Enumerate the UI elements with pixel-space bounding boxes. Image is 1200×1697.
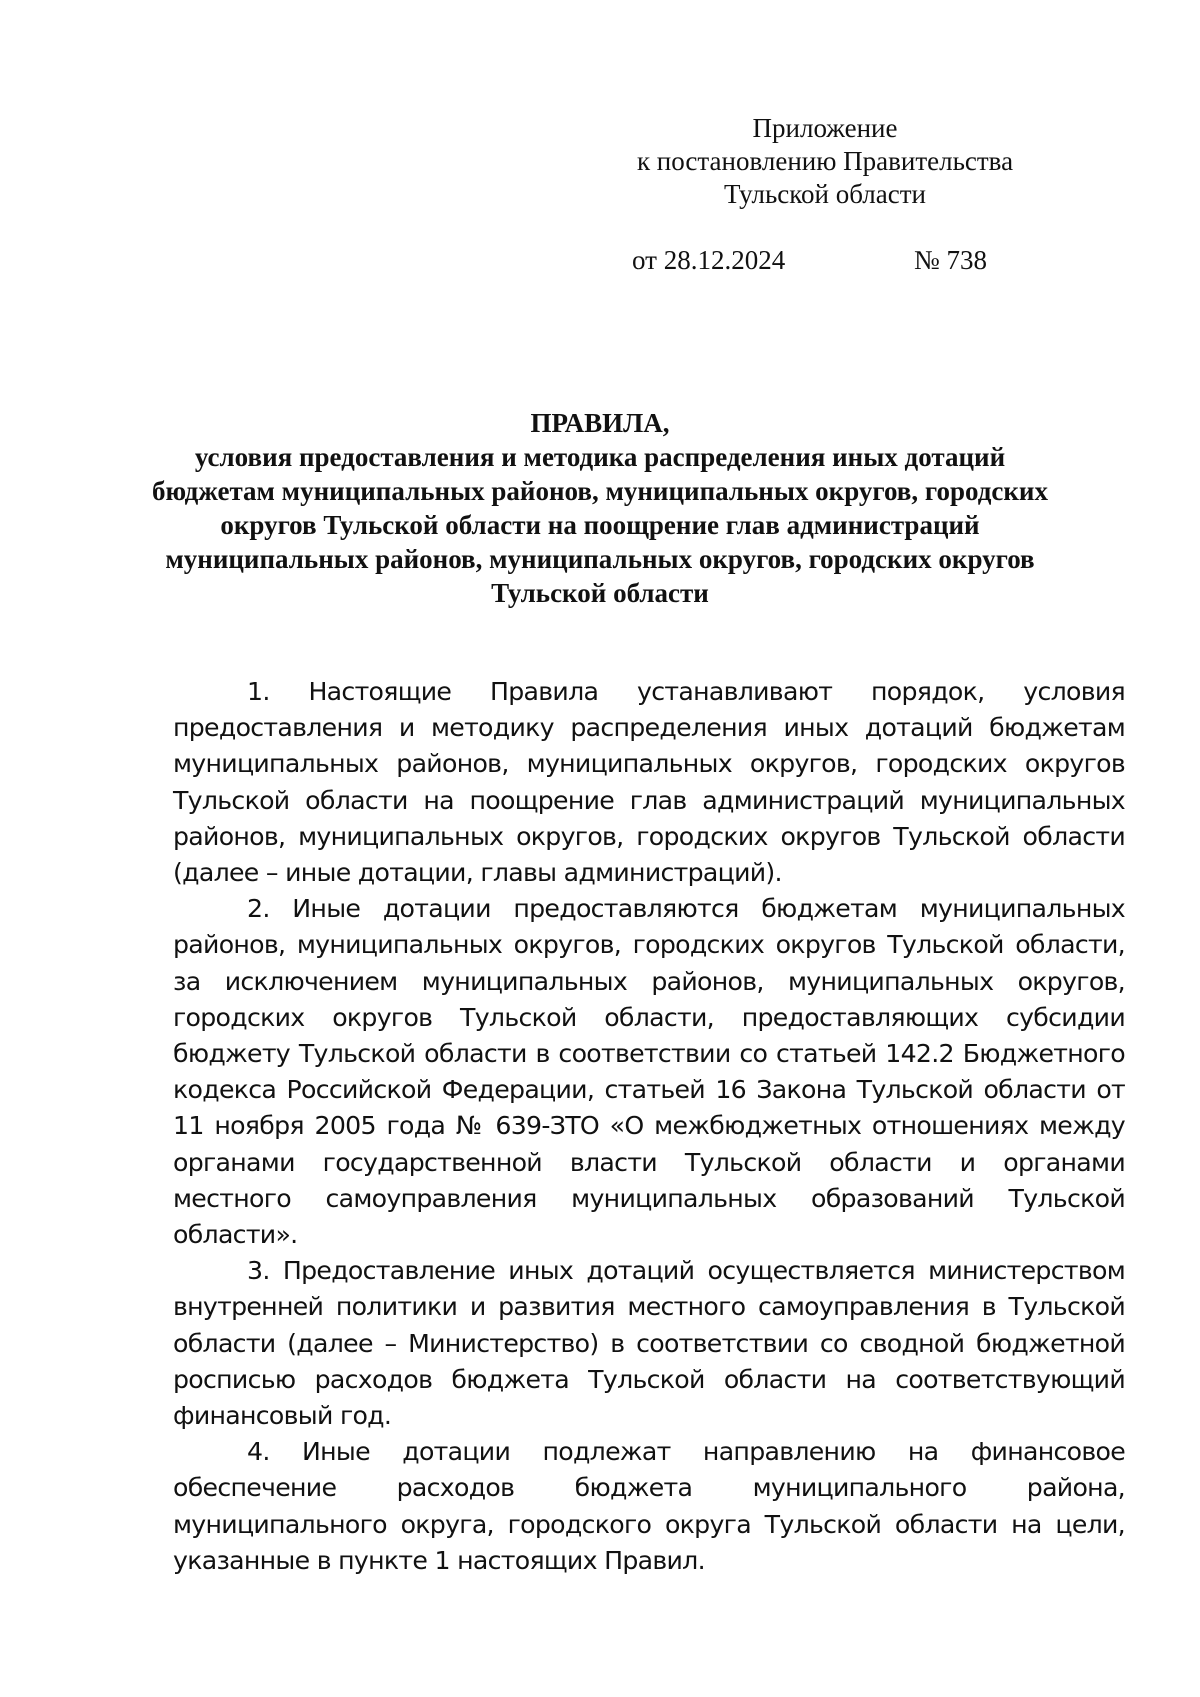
title-line-3: бюджетам муниципальных районов, муниципальных округов, городских bbox=[152, 476, 1048, 506]
document-body bbox=[173, 674, 1125, 1579]
title-line-5: муниципальных районов, муниципальных округов, городских округов bbox=[165, 544, 1035, 574]
appendix-line-2: к постановлению Правительства bbox=[636, 146, 1014, 176]
paragraph-2: 2. Иные дотации предоставляются бюджетам муниципальных районов, муниципальных округов, городских округов Тульской области, за исключением муниципальных районов, муниципальных округов, городских округов Тульской области, предоставляющих субсидии бюджету Тульской области в соответствии со статьей 142.2 Бюджетного кодекса Российской Федерации, статьей 16 Закона Тульской области от 11 ноября 2005 года № 639-ЗТО «О межбюджетных отношениях между органами государственной власти Тульской области и органами местного самоуправления муниципальных образований Тульской области». bbox=[173, 894, 1125, 1250]
resolution-date: от 28.12.2024 bbox=[632, 245, 786, 275]
title-line-2: условия предоставления и методика распределения иных дотаций bbox=[194, 442, 1006, 472]
document-title bbox=[150, 406, 1050, 610]
title-line-6: Тульской области bbox=[491, 578, 709, 608]
paragraph-1: 1. Настоящие Правила устанавливают порядок, условия предоставления и методику распределения иных дотаций бюджетам муниципальных районов, муниципальных округов, городских округов Тульской области на поощрение глав администраций муниципальных районов, муниципальных округов, городских округов Тульской области (далее – иные дотации, главы администраций). bbox=[173, 677, 1125, 888]
resolution-number: № 738 bbox=[914, 245, 988, 275]
appendix-line-1: Приложение bbox=[752, 113, 898, 143]
title-line-4: округов Тульской области на поощрение глав администраций bbox=[220, 510, 980, 540]
paragraph-4: 4. Иные дотации подлежат направлению на финансовое обеспечение расходов бюджета муниципального района, муниципального округа, городского округа Тульской области на цели, указанные в пункте 1 настоящих Правил. bbox=[173, 1437, 1125, 1575]
paragraph-3: 3. Предоставление иных дотаций осуществляется министерством внутренней политики и развития местного самоуправления в Тульской области (далее – Министерство) в соответствии со сводной бюджетной росписью расходов бюджета Тульской области на соответствующий финансовый год. bbox=[173, 1256, 1125, 1431]
appendix-line-3: Тульской области bbox=[724, 179, 926, 209]
title-line-1: ПРАВИЛА, bbox=[530, 408, 670, 438]
appendix-header bbox=[590, 112, 1060, 211]
